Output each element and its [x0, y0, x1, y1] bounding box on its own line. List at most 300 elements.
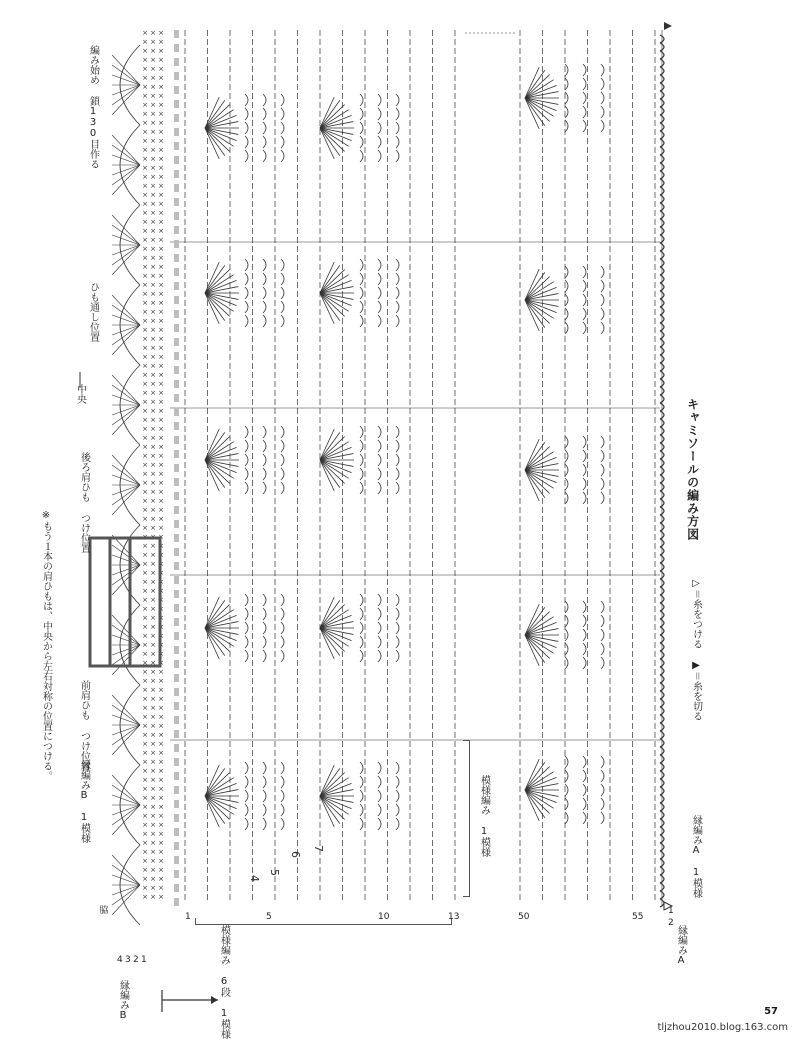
single-crochet-mark: × — [150, 884, 156, 892]
scallop-stitch — [112, 245, 140, 275]
single-crochet-mark: × — [142, 614, 148, 622]
single-crochet-mark: × — [150, 821, 156, 829]
chain-loop — [378, 762, 381, 774]
single-crochet-mark: × — [158, 47, 164, 55]
single-crochet-mark: × — [142, 272, 148, 280]
chain-loop — [601, 812, 604, 824]
chain-loop — [281, 122, 284, 134]
chain-loop — [263, 622, 266, 634]
scallop-stitch — [112, 645, 140, 675]
chain-loop — [281, 287, 284, 299]
chain-loop — [360, 594, 363, 606]
chain-loop — [263, 650, 266, 662]
gray-band-segment — [174, 814, 179, 822]
edge-b-scallop — [112, 205, 140, 285]
chain-loop — [245, 301, 248, 313]
single-crochet-mark: × — [158, 227, 164, 235]
single-crochet-mark: × — [142, 218, 148, 226]
single-crochet-mark: × — [158, 389, 164, 397]
single-crochet-mark: × — [142, 812, 148, 820]
scallop-stitch — [112, 405, 140, 415]
single-crochet-mark: × — [150, 596, 156, 604]
scallop-stitch — [112, 485, 140, 515]
chain-loop — [360, 440, 363, 452]
chain-loop — [378, 468, 381, 480]
row-number-1: 1 — [185, 912, 191, 922]
scallop-stitch — [112, 55, 140, 85]
chain-loop — [378, 287, 381, 299]
single-crochet-mark: × — [150, 632, 156, 640]
single-crochet-mark: × — [142, 884, 148, 892]
gray-band-segment — [174, 800, 179, 808]
single-crochet-mark: × — [142, 821, 148, 829]
gray-band-segment — [174, 352, 179, 360]
chain-loop — [281, 482, 284, 494]
single-crochet-mark: × — [150, 866, 156, 874]
single-crochet-mark: × — [150, 668, 156, 676]
edge-b-scallop — [112, 605, 140, 685]
chain-loop — [245, 482, 248, 494]
single-crochet-mark: × — [150, 812, 156, 820]
edge-b-scallop — [112, 445, 140, 525]
single-crochet-mark: × — [142, 623, 148, 631]
single-crochet-mark: × — [158, 866, 164, 874]
chain-loop — [396, 818, 399, 830]
legend-attach: ▷＝糸をつける — [690, 578, 702, 649]
chain-loop — [360, 150, 363, 162]
gray-band-segment — [174, 478, 179, 486]
edge-b-repeat-label: 縁編みB 1模様 — [78, 760, 90, 843]
chain-loop — [378, 482, 381, 494]
chain-loop — [601, 450, 604, 462]
fan-stitch — [205, 605, 230, 628]
chain-loop — [263, 440, 266, 452]
scallop-stitch — [112, 485, 140, 495]
chain-loop — [601, 756, 604, 768]
scallop-stitch — [112, 455, 140, 485]
chain-loop — [583, 464, 586, 476]
scallop-stitch — [112, 135, 140, 165]
gray-band-segment — [174, 268, 179, 276]
chain-loop — [245, 650, 248, 662]
gray-band-segment — [174, 128, 179, 136]
chain-loop — [601, 280, 604, 292]
single-crochet-mark: × — [158, 848, 164, 856]
fan-stitch — [205, 105, 230, 128]
single-crochet-mark: × — [158, 785, 164, 793]
single-crochet-mark: × — [158, 146, 164, 154]
chain-loop — [378, 594, 381, 606]
chain-loop — [281, 259, 284, 271]
chain-loop — [601, 629, 604, 641]
single-crochet-mark: × — [150, 713, 156, 721]
inner-number-6: 6 — [289, 851, 302, 858]
scallop-stitch — [112, 165, 140, 175]
single-crochet-mark: × — [142, 731, 148, 739]
gray-band-segment — [174, 716, 179, 724]
chain-loop — [245, 818, 248, 830]
single-crochet-mark: × — [142, 659, 148, 667]
edge-b-scallop — [112, 125, 140, 205]
single-crochet-mark: × — [142, 83, 148, 91]
chain-loop — [378, 636, 381, 648]
single-crochet-mark: × — [142, 470, 148, 478]
chain-loop — [245, 622, 248, 634]
single-crochet-mark: × — [158, 578, 164, 586]
single-crochet-mark: × — [158, 173, 164, 181]
single-crochet-mark: × — [150, 443, 156, 451]
gray-band-segment — [174, 576, 179, 584]
chain-loop — [583, 92, 586, 104]
chain-loop — [583, 812, 586, 824]
single-crochet-mark: × — [150, 686, 156, 694]
fan-stitch — [525, 612, 550, 635]
chain-loop — [245, 287, 248, 299]
chain-loop — [378, 259, 381, 271]
chain-loop — [601, 106, 604, 118]
single-crochet-mark: × — [150, 191, 156, 199]
single-crochet-mark: × — [158, 515, 164, 523]
edge-a-repeat-label: 縁編みA 1模様 — [690, 815, 702, 898]
chain-loop — [583, 756, 586, 768]
single-crochet-mark: × — [158, 479, 164, 487]
single-crochet-mark: × — [158, 596, 164, 604]
chain-loop — [601, 120, 604, 132]
single-crochet-mark: × — [158, 416, 164, 424]
single-crochet-mark: × — [142, 668, 148, 676]
scallop-stitch — [112, 805, 140, 825]
single-crochet-mark: × — [150, 731, 156, 739]
chain-loop — [601, 308, 604, 320]
gray-band-segment — [174, 380, 179, 388]
single-crochet-mark: × — [158, 362, 164, 370]
single-crochet-mark: × — [158, 560, 164, 568]
chain-loop — [565, 657, 568, 669]
scallop-stitch — [112, 165, 140, 185]
single-crochet-mark: × — [142, 515, 148, 523]
chain-loop — [263, 818, 266, 830]
chain-loop — [601, 492, 604, 504]
chain-loop — [245, 259, 248, 271]
fan-stitch — [205, 796, 230, 819]
fan-stitch — [525, 277, 550, 300]
chain-loop — [396, 108, 399, 120]
fan-stitch — [205, 437, 230, 460]
edge-b-scallop — [112, 685, 140, 765]
single-crochet-mark: × — [142, 740, 148, 748]
chain-loop — [583, 436, 586, 448]
chain-loop — [281, 622, 284, 634]
scallop-stitch — [112, 615, 140, 645]
single-crochet-mark: × — [142, 578, 148, 586]
chain-loop — [601, 615, 604, 627]
chain-loop — [583, 266, 586, 278]
pattern-repeat-bracket — [463, 740, 470, 897]
chain-loop — [360, 454, 363, 466]
gray-band-segment — [174, 828, 179, 836]
chain-loop — [601, 784, 604, 796]
chain-loop — [378, 790, 381, 802]
chain-loop — [396, 776, 399, 788]
chain-loop — [565, 629, 568, 641]
edge-b-row-2: 2 — [133, 955, 139, 965]
single-crochet-mark: × — [158, 497, 164, 505]
chain-loop — [360, 122, 363, 134]
chain-loop — [601, 478, 604, 490]
scallop-stitch — [112, 145, 140, 165]
single-crochet-mark: × — [150, 38, 156, 46]
single-crochet-mark: × — [158, 623, 164, 631]
chain-loop — [396, 636, 399, 648]
single-crochet-mark: × — [142, 227, 148, 235]
scallop-stitch — [112, 785, 140, 805]
chain-loop — [396, 426, 399, 438]
single-crochet-mark: × — [150, 308, 156, 316]
single-crochet-mark: × — [158, 587, 164, 595]
single-crochet-mark: × — [158, 128, 164, 136]
single-crochet-mark: × — [158, 299, 164, 307]
gray-band-segment — [174, 758, 179, 766]
gray-band-segment — [174, 44, 179, 52]
single-crochet-mark: × — [158, 533, 164, 541]
gray-band-segment — [174, 198, 179, 206]
chain-loop — [245, 762, 248, 774]
single-crochet-mark: × — [150, 137, 156, 145]
single-crochet-mark: × — [150, 344, 156, 352]
gray-band-segment — [174, 786, 179, 794]
single-crochet-mark: × — [150, 425, 156, 433]
single-crochet-mark: × — [142, 200, 148, 208]
chain-loop — [378, 315, 381, 327]
fan-stitch — [525, 790, 550, 813]
chain-loop — [396, 150, 399, 162]
chain-loop — [245, 94, 248, 106]
single-crochet-mark: × — [142, 101, 148, 109]
single-crochet-mark: × — [150, 434, 156, 442]
back-strap-label: 後ろ肩ひも つけ位置 — [78, 452, 90, 553]
chain-loop — [281, 454, 284, 466]
row-number-5: 5 — [266, 912, 272, 922]
inner-number-7: 7 — [312, 845, 325, 852]
single-crochet-mark: × — [150, 650, 156, 658]
scallop-stitch — [112, 85, 140, 105]
single-crochet-mark: × — [158, 272, 164, 280]
chain-loop — [245, 136, 248, 148]
single-crochet-mark: × — [158, 74, 164, 82]
chain-loop — [281, 301, 284, 313]
chain-loop — [378, 454, 381, 466]
single-crochet-mark: × — [158, 740, 164, 748]
edge-b-rows-label: 縁編みB — [117, 980, 129, 1021]
single-crochet-mark: × — [142, 587, 148, 595]
edge-b-scallop — [112, 365, 140, 445]
chain-loop — [360, 94, 363, 106]
fan-motif — [525, 601, 604, 669]
single-crochet-mark: × — [142, 173, 148, 181]
chain-loop — [360, 818, 363, 830]
single-crochet-mark: × — [142, 488, 148, 496]
single-crochet-mark: × — [142, 560, 148, 568]
edge-b-row-1: 1 — [141, 955, 147, 965]
single-crochet-mark: × — [150, 461, 156, 469]
fan-stitch — [205, 293, 230, 316]
chain-loop — [396, 94, 399, 106]
single-crochet-mark: × — [158, 713, 164, 721]
single-crochet-mark: × — [150, 398, 156, 406]
single-crochet-mark: × — [150, 749, 156, 757]
single-crochet-mark: × — [158, 29, 164, 37]
scallop-stitch — [112, 485, 140, 505]
single-crochet-mark: × — [150, 785, 156, 793]
scallop-stitch — [112, 805, 140, 835]
fan-stitch — [320, 773, 345, 796]
chain-loop — [565, 322, 568, 334]
single-crochet-mark: × — [150, 803, 156, 811]
single-crochet-mark: × — [158, 839, 164, 847]
scallop-stitch — [112, 475, 140, 485]
single-crochet-mark: × — [158, 812, 164, 820]
fan-stitch — [320, 437, 345, 460]
chain-loop — [396, 650, 399, 662]
chain-loop — [263, 636, 266, 648]
single-crochet-mark: × — [150, 623, 156, 631]
single-crochet-mark: × — [142, 245, 148, 253]
chain-loop — [263, 776, 266, 788]
single-crochet-mark: × — [150, 317, 156, 325]
chain-loop — [601, 657, 604, 669]
single-crochet-mark: × — [158, 641, 164, 649]
chain-loop — [396, 273, 399, 285]
single-crochet-mark: × — [150, 200, 156, 208]
scallop-stitch — [112, 245, 140, 255]
single-crochet-mark: × — [158, 371, 164, 379]
gray-band-segment — [174, 590, 179, 598]
single-crochet-mark: × — [150, 551, 156, 559]
chain-loop — [396, 482, 399, 494]
single-crochet-mark: × — [142, 389, 148, 397]
single-crochet-mark: × — [158, 830, 164, 838]
chain-loop — [360, 650, 363, 662]
chain-loop — [583, 657, 586, 669]
single-crochet-mark: × — [150, 74, 156, 82]
center-label: 中央 — [74, 384, 86, 404]
single-crochet-mark: × — [150, 533, 156, 541]
chain-loop — [565, 478, 568, 490]
fan-stitch — [320, 270, 345, 293]
single-crochet-mark: × — [150, 704, 156, 712]
single-crochet-mark: × — [142, 191, 148, 199]
gray-band-segment — [174, 884, 179, 892]
single-crochet-mark: × — [142, 641, 148, 649]
single-crochet-mark: × — [142, 758, 148, 766]
fan-stitch — [320, 128, 345, 151]
chain-loop — [360, 482, 363, 494]
single-crochet-mark: × — [142, 605, 148, 613]
chain-loop — [583, 308, 586, 320]
chain-loop — [565, 294, 568, 306]
fan-motifs — [205, 64, 604, 830]
chain-loop — [396, 762, 399, 774]
single-crochet-mark: × — [142, 749, 148, 757]
single-crochet-mark: × — [150, 101, 156, 109]
single-crochet-mark: × — [150, 209, 156, 217]
single-crochet-mark: × — [150, 281, 156, 289]
chain-loop — [583, 601, 586, 613]
chain-loop — [263, 608, 266, 620]
chain-loop — [601, 78, 604, 90]
fan-stitch — [205, 128, 230, 151]
chain-loop — [378, 776, 381, 788]
chain-loop — [245, 636, 248, 648]
chain-loop — [263, 594, 266, 606]
single-crochet-mark: × — [150, 479, 156, 487]
single-crochet-mark: × — [142, 596, 148, 604]
single-crochet-mark: × — [150, 254, 156, 262]
single-crochet-mark: × — [142, 371, 148, 379]
chain-loop — [281, 650, 284, 662]
chain-loop — [378, 136, 381, 148]
single-crochet-mark: × — [158, 857, 164, 865]
single-crochet-mark: × — [150, 371, 156, 379]
single-crochet-mark: × — [158, 200, 164, 208]
single-crochet-mark: × — [142, 776, 148, 784]
single-crochet-mark: × — [158, 731, 164, 739]
row-number-50: 50 — [518, 912, 530, 922]
single-crochet-mark: × — [142, 344, 148, 352]
single-crochet-mark: × — [150, 470, 156, 478]
edge-b-row-4: 4 — [117, 955, 123, 965]
gray-band-segment — [174, 170, 179, 178]
fan-stitch — [525, 300, 550, 323]
single-crochet-mark: × — [150, 65, 156, 73]
chain-loop — [565, 756, 568, 768]
single-crochet-mark: × — [142, 695, 148, 703]
chain-loop — [378, 650, 381, 662]
chain-loop — [396, 468, 399, 480]
chain-loop — [360, 273, 363, 285]
single-crochet-mark: × — [150, 173, 156, 181]
chain-loop — [583, 629, 586, 641]
scallop-stitch — [112, 885, 140, 895]
chain-loop — [565, 266, 568, 278]
chain-loop — [245, 440, 248, 452]
single-crochet-mark: × — [158, 218, 164, 226]
chain-loop — [281, 762, 284, 774]
chain-loop — [378, 622, 381, 634]
single-crochet-mark: × — [158, 209, 164, 217]
chain-loop — [263, 136, 266, 148]
chain-loop — [565, 770, 568, 782]
fan-stitch — [525, 75, 550, 98]
single-crochet-mark: × — [150, 722, 156, 730]
row-number-13: 13 — [448, 912, 460, 922]
single-crochet-mark: × — [150, 29, 156, 37]
single-crochet-mark: × — [142, 479, 148, 487]
single-crochet-mark: × — [158, 155, 164, 163]
single-crochet-mark: × — [150, 272, 156, 280]
edge-b-row-3: 3 — [125, 955, 131, 965]
chain-loop — [565, 784, 568, 796]
cut-mark — [664, 22, 672, 30]
edge-a-row-2: 2 — [668, 918, 674, 928]
single-crochet-mark: × — [150, 758, 156, 766]
gray-band-segment — [174, 436, 179, 444]
chain-loop — [263, 150, 266, 162]
single-crochet-mark: × — [142, 209, 148, 217]
single-crochet-mark: × — [158, 344, 164, 352]
chain-loop — [263, 301, 266, 313]
inner-number-5: 5 — [268, 869, 281, 876]
